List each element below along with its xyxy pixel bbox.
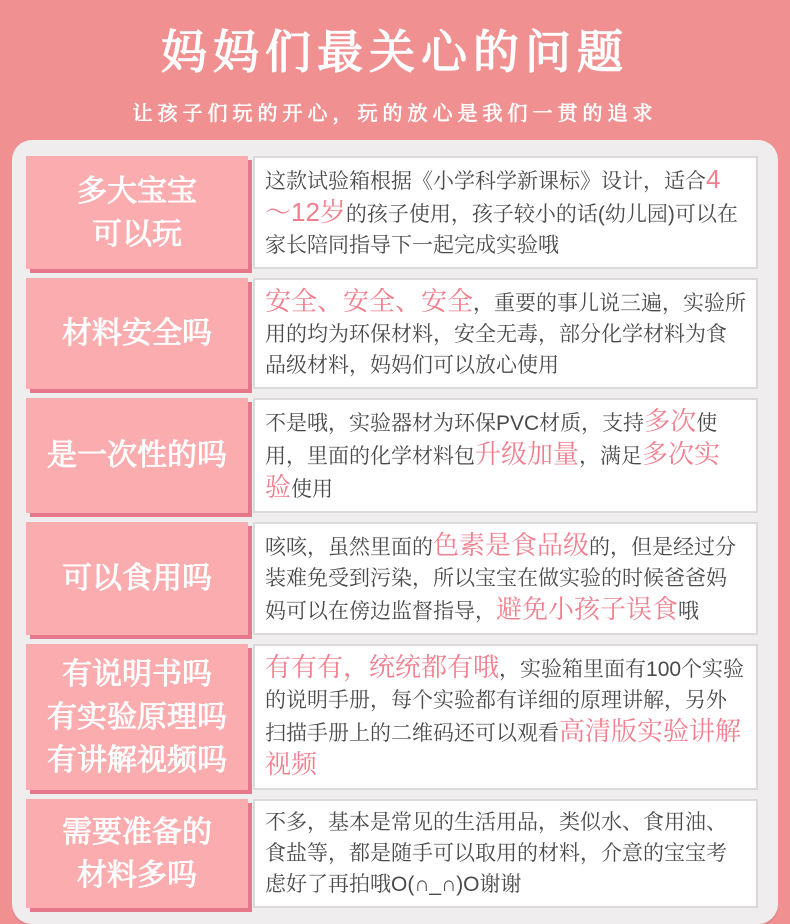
question-line: 可以食用吗 xyxy=(62,562,212,595)
question-line: 有讲解视频吗 xyxy=(47,743,227,777)
answer-text: ，满足 xyxy=(579,445,643,468)
page-subtitle: 让孩子们玩的开心，玩的放心是我们一贯的追求 xyxy=(132,103,658,125)
answer-highlight: 多次实验 xyxy=(265,439,721,502)
page-title: 妈妈们最关心的问题 xyxy=(161,26,629,78)
faq-question-label xyxy=(26,799,248,908)
question-line: 有说明书吗 xyxy=(62,657,212,691)
faq-answer xyxy=(253,156,758,269)
answer-highlight: 安全、安全、安全 xyxy=(265,286,474,316)
answer-text: 这款试验箱根据《小学科学新课标》设计，适合 xyxy=(265,170,706,193)
answer-text: 不多，基本是常见的生活用品，类似水、食用油、食盐等，都是随手可以取用的材料，介意的宝宝考虑好了再拍哦O(∩_∩)O谢谢 xyxy=(265,811,727,896)
answer-text-block xyxy=(265,530,746,627)
faq-question-label xyxy=(26,278,248,389)
answer-text: 使用 xyxy=(291,478,334,501)
answer-text: 哦 xyxy=(678,600,700,623)
answer-text: 的，但是经过分装难免受到污染，所以宝宝在做实验的时候爸爸妈妈可以在傍边监督指导， xyxy=(265,536,737,623)
question-line: 多大宝宝 xyxy=(77,174,197,208)
answer-highlight: 色素是食品级 xyxy=(433,530,590,560)
answer-text-block xyxy=(265,652,746,782)
faq-row xyxy=(26,644,759,790)
answer-text-block xyxy=(265,286,746,381)
answer-text: 的孩子使用，孩子较小的话(幼儿园)可以在家长陪同指导下一起完成实验哦 xyxy=(265,203,738,257)
faq-row xyxy=(26,398,759,513)
faq-row xyxy=(26,522,759,635)
faq-panel xyxy=(12,140,778,924)
header xyxy=(0,0,790,126)
answer-text-block xyxy=(265,406,746,505)
faq-row xyxy=(26,799,759,908)
question-line: 可以玩 xyxy=(92,217,182,251)
faq-answer xyxy=(253,278,758,389)
faq-answer xyxy=(253,644,758,790)
faq-question-label xyxy=(26,398,248,513)
answer-text: 使用，里面的化学材料包 xyxy=(265,412,718,468)
answer-text: 咳咳，虽然里面的 xyxy=(265,536,433,559)
answer-highlight: 升级加量 xyxy=(475,439,580,469)
faq-question-label xyxy=(26,644,248,790)
answer-highlight: 多次 xyxy=(644,406,697,436)
question-line: 需要准备的 xyxy=(62,815,212,849)
answer-text: 不是哦，实验器材为环保PVC材质，支持 xyxy=(265,412,645,435)
faq-row xyxy=(26,278,759,389)
faq-row xyxy=(26,156,759,269)
faq-question-label xyxy=(26,156,248,269)
question-line: 材料多吗 xyxy=(77,858,197,892)
answer-text: ，重要的事儿说三遍，实验所用的均为环保材料，安全无毒，部分化学材料为食品级材料，妈妈们可以放心使用 xyxy=(265,292,747,377)
answer-highlight: 高清版实验讲解视频 xyxy=(265,716,742,779)
faq-answer xyxy=(253,799,758,908)
faq-answer xyxy=(253,522,758,635)
answer-text: ，实验箱里面有100个实验的说明手册，每个实验都有详细的原理讲解，另外扫描手册上的二维码还可以观看 xyxy=(265,658,745,745)
answer-highlight: 有有有，统统都有哦 xyxy=(265,652,500,682)
faq-question-label xyxy=(26,522,248,635)
question-line: 材料安全吗 xyxy=(62,317,212,350)
answer-highlight: 4～12岁 xyxy=(265,164,721,227)
answer-text-block xyxy=(265,807,746,900)
faq-list xyxy=(26,156,759,908)
answer-highlight: 避免小孩子误食 xyxy=(496,594,679,624)
question-line: 是一次性的吗 xyxy=(47,439,227,472)
faq-answer xyxy=(253,398,758,513)
question-line: 有实验原理吗 xyxy=(47,700,227,734)
answer-text-block xyxy=(265,164,746,261)
